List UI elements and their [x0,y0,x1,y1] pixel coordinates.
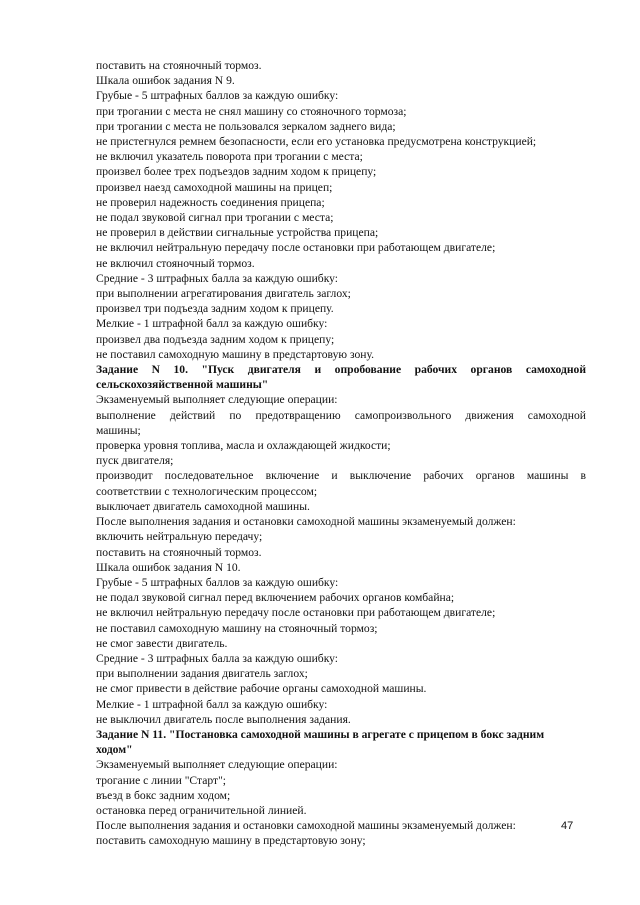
text-line: не проверил надежность соединения прицепа; [96,195,325,209]
text-line: Мелкие - 1 штрафной балл за каждую ошибку: [96,317,328,331]
text-line: не включил стояночный тормоз. [96,256,255,270]
document-body [96,58,586,849]
text-line: при трогании с места не пользовался зеркалом заднего вида; [96,119,396,133]
text-line: не поставил самоходную машину на стояночный тормоз; [96,621,378,635]
text-line: не включил нейтральную передачу после остановки при работающем двигателе; [96,606,496,620]
text-line: поставить на стояночный тормоз. [96,545,262,559]
text-line: не смог привести в действие рабочие органы самоходной машины. [96,682,427,696]
page-number: 47 [561,820,574,832]
text-line: поставить на стояночный тормоз. [96,59,262,72]
section-heading-line: сельскохозяйственной машины" [96,378,269,392]
text-line: выключает двигатель самоходной машины. [96,499,310,513]
text-line: не выключил двигатель после выполнения задания. [96,712,351,726]
text-line: при выполнении агрегатирования двигатель заглох; [96,287,351,301]
text-line: не подал звуковой сигнал при трогании с места; [96,211,334,225]
text-line: произвел три подъезда задним ходом к прицепу. [96,302,334,316]
text-line: производит последовательное включение и выключение рабочих органов машины в [96,469,586,483]
section-heading-line: Задание N 10. "Пуск двигателя и опробование рабочих органов самоходной [96,363,586,377]
text-line: Шкала ошибок задания N 10. [96,560,241,574]
text-line: Средние - 3 штрафных балла за каждую ошибку: [96,651,339,665]
text-line: Шкала ошибок задания N 9. [96,74,235,88]
text-line: не пристегнулся ремнем безопасности, если его установка предусмотрена конструкцией; [96,135,537,149]
text-line: поставить самоходную машину в предстартовую зону; [96,834,366,848]
text-line: После выполнения задания и остановки самоходной машины экзаменуемый должен: [96,515,516,529]
text-line: Грубые - 5 штрафных баллов за каждую ошибку: [96,89,339,103]
text-line: не поставил самоходную машину в предстартовую зону. [96,347,374,361]
text-line: произвел наезд самоходной машины на прицеп; [96,180,333,194]
text-line: пуск двигателя; [96,454,174,468]
text-line: не смог завести двигатель. [96,636,228,650]
text-line: не включил указатель поворота при трогании с места; [96,150,363,164]
text-line: не подал звуковой сигнал перед включением рабочих органов комбайна; [96,591,455,605]
text-line: при трогании с места не снял машину со стояночного тормоза; [96,104,407,118]
text-line: трогание с линии "Старт"; [96,773,227,787]
text-line: проверка уровня топлива, масла и охлаждающей жидкости; [96,439,391,453]
text-line: не проверил в действии сигнальные устройства прицепа; [96,226,379,240]
text-line: включить нейтральную передачу; [96,530,263,544]
text-line: Средние - 3 штрафных балла за каждую ошибку: [96,271,339,285]
section-heading-line: ходом" [96,743,133,757]
text-line: не включил нейтральную передачу после остановки при работающем двигателе; [96,241,496,255]
text-line: Экзаменуемый выполняет следующие операции: [96,393,338,407]
text-line: въезд в бокс задним ходом; [96,788,231,802]
text-line: выполнение действий по предотвращению самопроизвольного движения самоходной [96,408,586,422]
text-line: Мелкие - 1 штрафной балл за каждую ошибку: [96,697,328,711]
text-line: произвел два подъезда задним ходом к прицепу; [96,332,335,346]
text-line: остановка перед ограничительной линией. [96,803,307,817]
text-line: произвел более трех подъездов задним ходом к прицепу; [96,165,377,179]
section-heading-line: Задание N 11. "Постановка самоходной машины в агрегате с прицепом в бокс задним [96,727,545,741]
text-line: соответствии с технологическим процессом; [96,484,318,498]
text-line: машины; [96,423,141,437]
text-line: при выполнении задания двигатель заглох; [96,667,308,681]
text-line: Экзаменуемый выполняет следующие операции: [96,758,338,772]
text-line: После выполнения задания и остановки самоходной машины экзаменуемый должен: [96,819,516,833]
text-line: Грубые - 5 штрафных баллов за каждую ошибку: [96,575,339,589]
